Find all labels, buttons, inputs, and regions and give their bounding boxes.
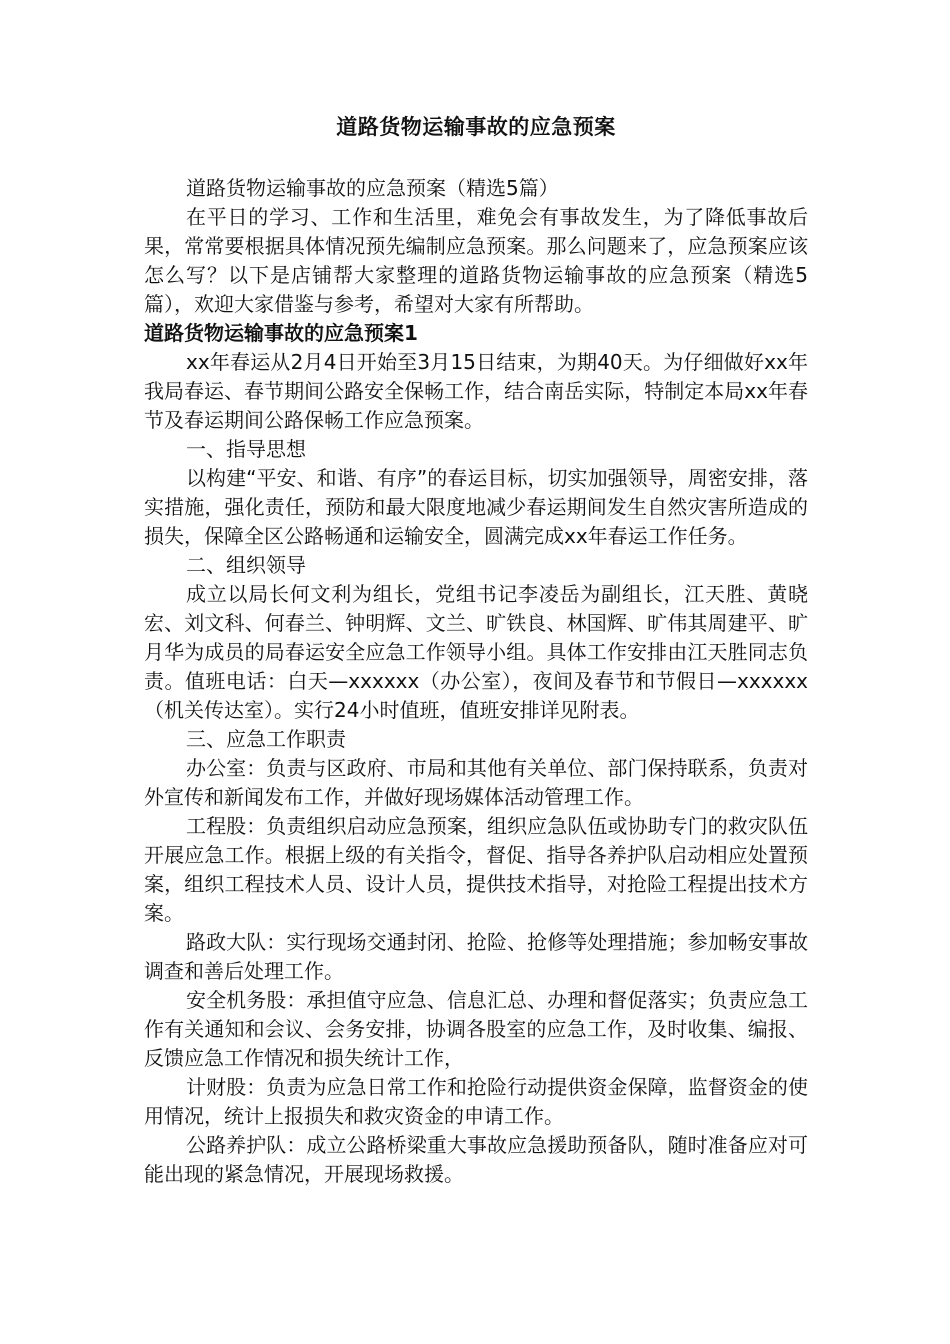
- section-label-guiding-thought: 一、指导思想: [186, 437, 306, 461]
- paragraph-office: 办公室：负责与区政府、市局和其他有关单位、部门保持联系，负责对外宣传和新闻发布工作，并做好现场媒体活动管理工作。: [144, 756, 808, 809]
- paragraph-engineering: 工程股：负责组织启动应急预案，组织应急队伍或协助专门的救灾队伍开展应急工作。根据上级的有关指令，督促、指导各养护队启动相应处置预案，组织工程技术人员、设计人员，提供技术指导，对抢险工程提出技术方案。: [144, 814, 808, 925]
- paragraph-subtitle: 道路货物运输事故的应急预案（精选5篇）: [186, 176, 559, 200]
- paragraph-organization: 成立以局长何文利为组长，党组书记李凌岳为副组长，江天胜、黄晓宏、刘文科、何春兰、钟明辉、文兰、旷铁良、林国辉、旷伟其周建平、旷月华为成员的局春运安全应急工作领导小组。具体工作安排由江天胜同志负责。值班电话：白天—xxxxxx（办公室），夜间及春节和节假日—xxxxxx（机关传达室）。实行24小时值班，值班安排详见附表。: [144, 582, 808, 722]
- paragraph-intro: 在平日的学习、工作和生活里，难免会有事故发生，为了降低事故后果，常常要根据具体情况预先编制应急预案。那么问题来了，应急预案应该怎么写？以下是店铺帮大家整理的道路货物运输事故的应急预案（精选5篇），欢迎大家借鉴与参考，希望对大家有所帮助。: [144, 205, 808, 316]
- paragraph-guiding-thought: 以构建“平安、和谐、有序”的春运目标，切实加强领导，周密安排，落实措施，强化责任，预防和最大限度地减少春运期间发生自然灾害所造成的损失，保障全区公路畅通和运输安全，圆满完成xx年春运工作任务。: [144, 466, 808, 548]
- paragraph-road-admin: 路政大队：实行现场交通封闭、抢险、抢修等处理措施；参加畅安事故调查和善后处理工作。: [144, 930, 808, 983]
- paragraph-safety: 安全机务股：承担值守应急、信息汇总、办理和督促落实；负责应急工作有关通知和会议、会务安排，协调各股室的应急工作，及时收集、编报、反馈应急工作情况和损失统计工作，: [144, 988, 808, 1070]
- section-heading-1: 道路货物运输事故的应急预案1: [144, 321, 418, 345]
- section-label-organization: 二、组织领导: [186, 553, 306, 577]
- paragraph-finance: 计财股：负责为应急日常工作和抢险行动提供资金保障，监督资金的使用情况，统计上报损失和救灾资金的申请工作。: [144, 1075, 808, 1128]
- section-label-duties: 三、应急工作职责: [186, 727, 346, 751]
- paragraph-maintenance: 公路养护队：成立公路桥梁重大事故应急援助预备队，随时准备应对可能出现的紧急情况，开展现场救援。: [144, 1133, 808, 1186]
- paragraph-overview: xx年春运从2月4日开始至3月15日结束，为期40天。为仔细做好xx年我局春运、春节期间公路安全保畅工作，结合南岳实际，特制定本局xx年春节及春运期间公路保畅工作应急预案。: [144, 350, 808, 432]
- document-title: 道路货物运输事故的应急预案: [336, 115, 616, 139]
- document-page: [144, 112, 808, 1189]
